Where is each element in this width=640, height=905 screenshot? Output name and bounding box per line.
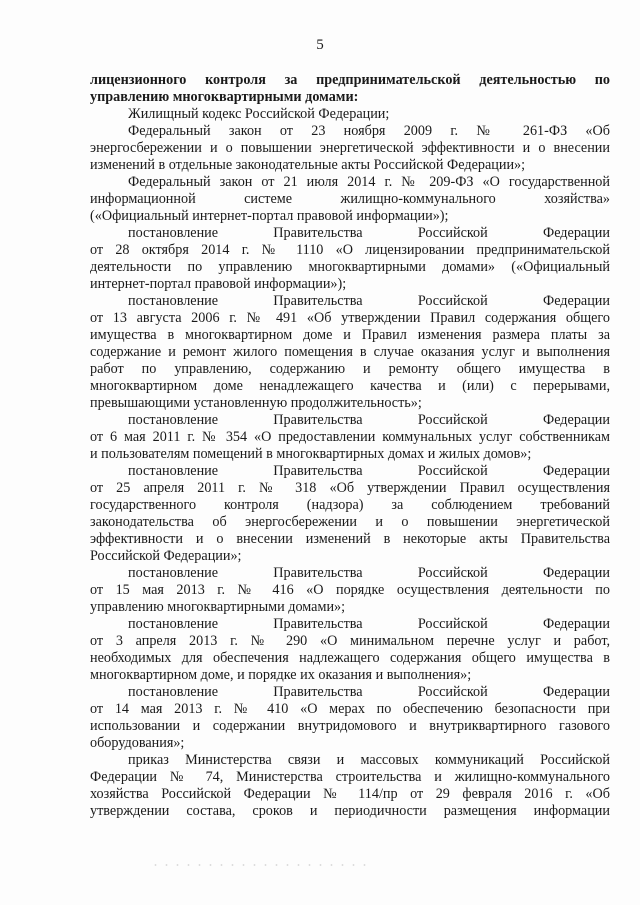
text-line: постановление Правительства Российской Федерации bbox=[128, 463, 610, 479]
scan-artifact bbox=[150, 862, 370, 868]
text-line: постановление Правительства Российской Федерации bbox=[128, 565, 610, 581]
text-line: Российской Федерации»; bbox=[90, 548, 242, 564]
text-line: интернет-портал правовой информации»); bbox=[90, 276, 347, 292]
document-body bbox=[90, 72, 610, 820]
text-line: энергосбережении и о повышении энергетической эффективности и о внесении bbox=[90, 140, 610, 156]
text-line: постановление Правительства Российской Федерации bbox=[128, 684, 610, 700]
text-line: Жилищный кодекс Российской Федерации; bbox=[128, 106, 390, 122]
text-line: хозяйства Российской Федерации № 114/пр от 29 февраля 2016 г. «Об bbox=[90, 786, 610, 802]
text-line: Федеральный закон от 23 ноября 2009 г. № 261-ФЗ «Об bbox=[128, 123, 610, 139]
text-line: необходимых для обеспечения надлежащего содержания общего имущества в bbox=[90, 650, 610, 666]
text-line: Федеральный закон от 21 июля 2014 г. № 209-ФЗ «О государственной bbox=[128, 174, 610, 190]
text-line: («Официальный интернет-портал правовой информации»); bbox=[90, 208, 449, 224]
page-number: 5 bbox=[316, 37, 324, 53]
text-line: управлению многоквартирными домами: bbox=[90, 89, 359, 105]
text-line: от 15 мая 2013 г. № 416 «О порядке осуществления деятельности по bbox=[90, 582, 610, 598]
text-line: работ по управлению, содержанию и ремонту общего имущества в bbox=[90, 361, 610, 377]
text-line: информационной системе жилищно-коммунального хозяйства» bbox=[90, 191, 610, 207]
text-line: приказ Министерства связи и массовых коммуникаций Российской bbox=[128, 752, 610, 768]
text-line: законодательства об энергосбережении и о повышении энергетической bbox=[90, 514, 610, 530]
text-line: оборудования»; bbox=[90, 735, 185, 751]
text-line: превышающими установленную продолжительность»; bbox=[90, 395, 422, 411]
text-line: от 25 апреля 2011 г. № 318 «Об утверждении Правил осуществления bbox=[90, 480, 610, 496]
text-line: лицензионного контроля за предпринимательской деятельностью по bbox=[90, 72, 610, 88]
text-line: утверждении состава, сроков и периодичности размещения информации bbox=[90, 803, 610, 819]
text-line: постановление Правительства Российской Федерации bbox=[128, 293, 610, 309]
text-line: имущества в многоквартирном доме и Правил изменения размера платы за bbox=[90, 327, 610, 343]
text-line: и пользователям помещений в многоквартирных домах и жилых домов»; bbox=[90, 446, 532, 462]
text-line: многоквартирном доме ненадлежащего качества и (или) с перерывами, bbox=[90, 378, 610, 394]
text-line: Федерации № 74, Министерства строительства и жилищно-коммунального bbox=[90, 769, 610, 785]
text-line: постановление Правительства Российской Федерации bbox=[128, 616, 610, 632]
text-line: государственного контроля (надзора) за соблюдением требований bbox=[90, 497, 610, 513]
text-line: постановление Правительства Российской Федерации bbox=[128, 412, 610, 428]
text-line: от 28 октября 2014 г. № 1110 «О лицензировании предпринимательской bbox=[90, 242, 610, 258]
text-line: использовании и содержании внутридомового и внутриквартирного газового bbox=[90, 718, 610, 734]
text-line: от 6 мая 2011 г. № 354 «О предоставлении коммунальных услуг собственникам bbox=[90, 429, 610, 445]
text-line: постановление Правительства Российской Федерации bbox=[128, 225, 610, 241]
text-line: управлению многоквартирными домами»; bbox=[90, 599, 346, 615]
text-line: содержание и ремонт жилого помещения в случае оказания услуг и выполнения bbox=[90, 344, 610, 360]
text-line: эффективности и о внесении изменений в некоторые акты Правительства bbox=[90, 531, 610, 547]
text-line: изменений в отдельные законодательные акты Российской Федерации»; bbox=[90, 157, 526, 173]
text-line: деятельности по управлению многоквартирными домами» («Официальный bbox=[90, 259, 610, 275]
text-line: от 3 апреля 2013 г. № 290 «О минимальном перечне услуг и работ, bbox=[90, 633, 610, 649]
text-line: от 13 августа 2006 г. № 491 «Об утверждении Правил содержания общего bbox=[90, 310, 610, 326]
text-line: от 14 мая 2013 г. № 410 «О мерах по обеспечению безопасности при bbox=[90, 701, 610, 717]
text-line: многоквартирном доме, и порядке их оказания и выполнения»; bbox=[90, 667, 472, 683]
